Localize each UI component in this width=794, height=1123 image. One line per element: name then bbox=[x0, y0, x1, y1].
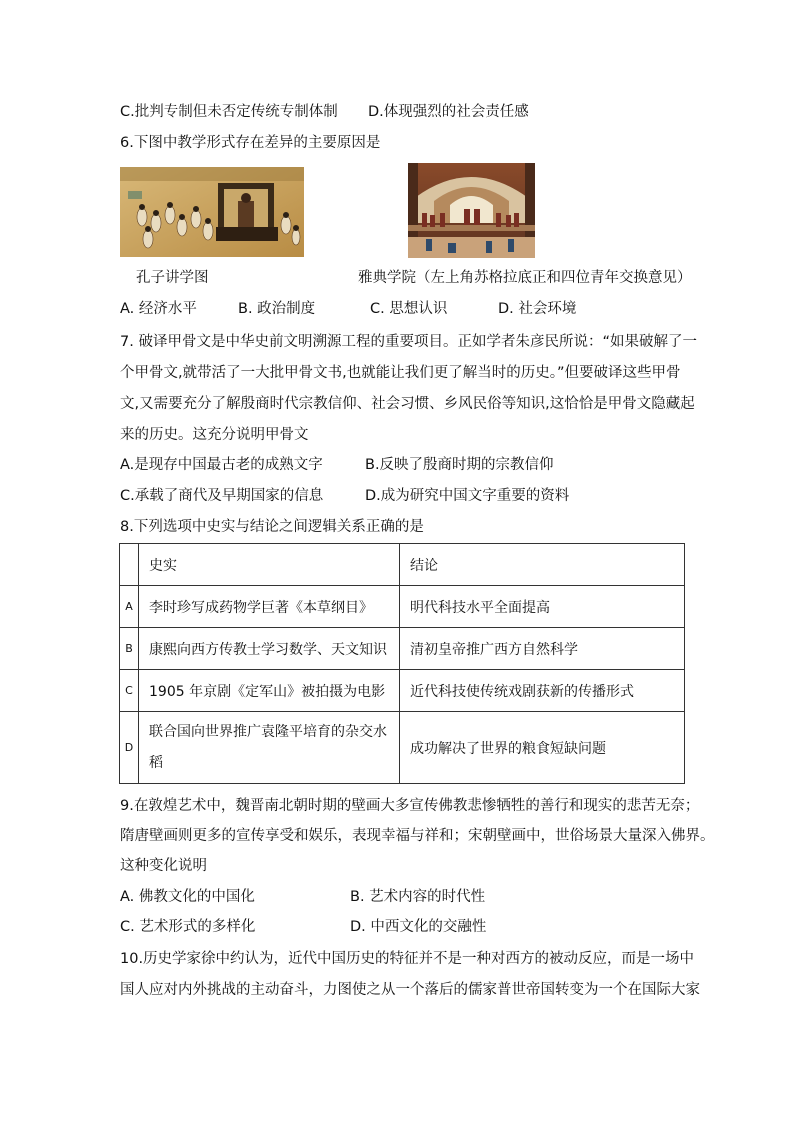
school-of-athens-painting bbox=[408, 163, 535, 258]
confucius-teaching-painting bbox=[120, 167, 304, 257]
fact-conclusion-table bbox=[119, 543, 685, 784]
row-fact: 李时珍写成药物学巨著《本草纲目》 bbox=[139, 586, 400, 628]
q9-option-d: D. 中西文化的交融性 bbox=[350, 919, 487, 935]
q9-option-a: A. 佛教文化的中国化 bbox=[120, 889, 255, 905]
q7-stem-line-2: 个甲骨文,就带活了一大批甲骨文书,也就能让我们更了解当时的历史。”但要破译这些甲骨 bbox=[120, 365, 681, 381]
q7-option-b: B.反映了殷商时期的宗教信仰 bbox=[365, 457, 554, 473]
table-header-fact: 史实 bbox=[139, 544, 400, 586]
table-row bbox=[120, 670, 685, 712]
q6-stem: 6.下图中教学形式存在差异的主要原因是 bbox=[120, 135, 381, 151]
q7-stem-line-4: 来的历史。这充分说明甲骨文 bbox=[120, 427, 309, 443]
q6-option-a: A. 经济水平 bbox=[120, 301, 197, 317]
q8-stem: 8.下列选项中史实与结论之间逻辑关系正确的是 bbox=[120, 519, 424, 535]
table-row bbox=[120, 586, 685, 628]
q9-stem-line-2: 隋唐壁画则更多的宣传享受和娱乐，表现幸福与祥和；宋朝壁画中，世俗场景大量深入佛界。 bbox=[120, 828, 715, 844]
q9-stem-line-3: 这种变化说明 bbox=[120, 858, 207, 874]
q9-option-c: C. 艺术形式的多样化 bbox=[120, 919, 256, 935]
caption-confucius: 孔子讲学图 bbox=[136, 270, 209, 286]
row-fact: 联合国向世界推广袁隆平培育的杂交水稻 bbox=[139, 712, 400, 784]
row-key: D bbox=[120, 712, 139, 784]
table-row bbox=[120, 712, 685, 784]
q7-option-a: A.是现存中国最古老的成熟文字 bbox=[120, 457, 323, 473]
row-fact: 康熙向西方传教士学习数学、天文知识 bbox=[139, 628, 400, 670]
q7-option-c: C.承载了商代及早期国家的信息 bbox=[120, 488, 324, 504]
row-conclusion: 明代科技水平全面提高 bbox=[400, 586, 685, 628]
q7-stem-line-1: 7. 破译甲骨文是中华史前文明溯源工程的重要项目。正如学者朱彦民所说：“如果破解了一 bbox=[120, 334, 697, 350]
table-header-row bbox=[120, 544, 685, 586]
q5-option-d: D.体现强烈的社会责任感 bbox=[368, 104, 529, 120]
q6-option-c: C. 思想认识 bbox=[370, 301, 448, 317]
q10-stem-line-1: 10.历史学家徐中约认为，近代中国历史的特征并不是一种对西方的被动反应，而是一场中 bbox=[120, 951, 695, 967]
row-key: B bbox=[120, 628, 139, 670]
q10-stem-line-2: 国人应对内外挑战的主动奋斗，力图使之从一个落后的儒家普世帝国转变为一个在国际大家 bbox=[120, 982, 700, 998]
table-header-conclusion: 结论 bbox=[400, 544, 685, 586]
q9-stem-line-1: 9.在敦煌艺术中，魏晋南北朝时期的壁画大多宣传佛教悲惨牺牲的善行和现实的悲苦无奈； bbox=[120, 798, 700, 814]
row-key: A bbox=[120, 586, 139, 628]
row-fact: 1905 年京剧《定军山》被拍摄为电影 bbox=[139, 670, 400, 712]
q6-option-b: B. 政治制度 bbox=[238, 301, 316, 317]
q7-option-d: D.成为研究中国文字重要的资料 bbox=[365, 488, 570, 504]
q5-option-c: C.批判专制但未否定传统专制体制 bbox=[120, 104, 338, 120]
row-conclusion: 清初皇帝推广西方自然科学 bbox=[400, 628, 685, 670]
q6-option-d: D. 社会环境 bbox=[498, 301, 577, 317]
row-conclusion: 成功解决了世界的粮食短缺问题 bbox=[400, 712, 685, 784]
row-conclusion: 近代科技使传统戏剧获新的传播形式 bbox=[400, 670, 685, 712]
table-row bbox=[120, 628, 685, 670]
caption-school-of-athens: 雅典学院（左上角苏格拉底正和四位青年交换意见） bbox=[358, 270, 692, 286]
row-key: C bbox=[120, 670, 139, 712]
q7-stem-line-3: 文,又需要充分了解殷商时代宗教信仰、社会习惯、乡风民俗等知识,这恰恰是甲骨文隐藏起 bbox=[120, 396, 695, 412]
q9-option-b: B. 艺术内容的时代性 bbox=[350, 889, 486, 905]
table-header-key bbox=[120, 544, 139, 586]
